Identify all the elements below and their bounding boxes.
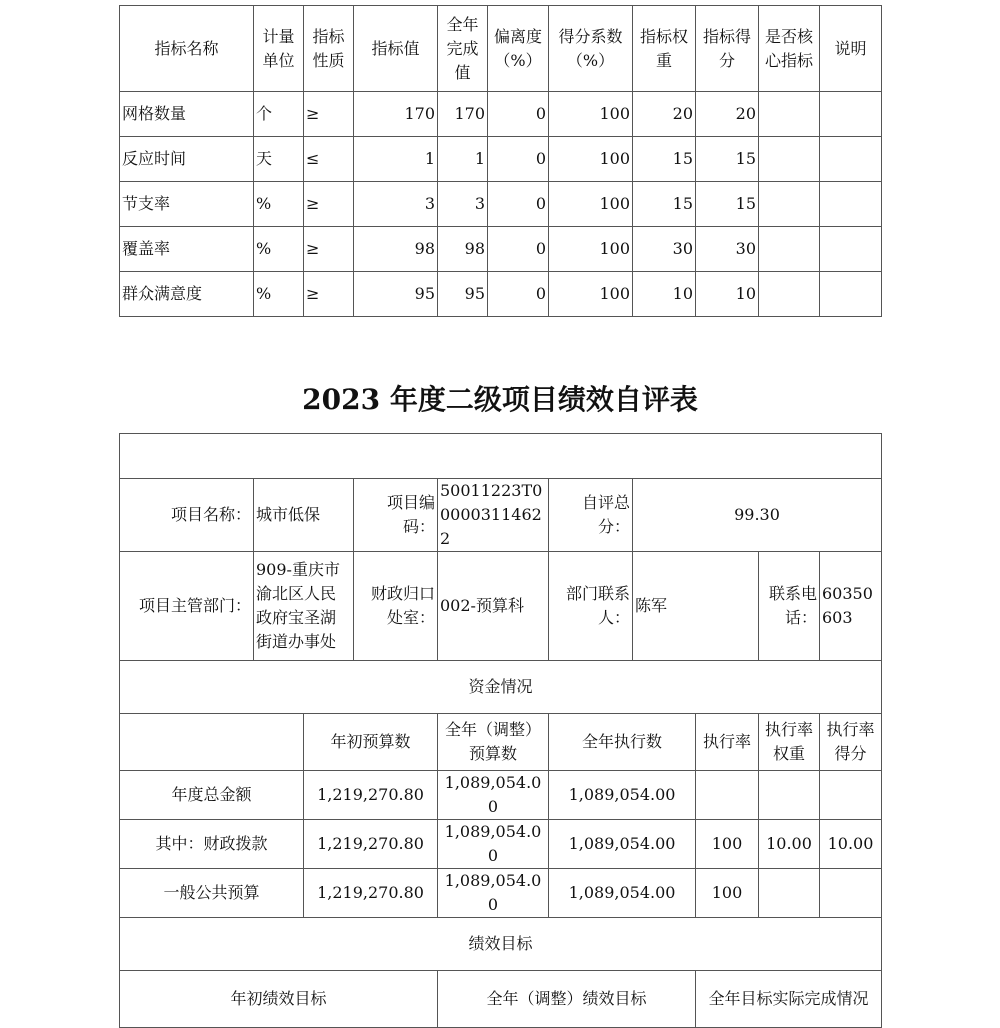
- page-title: 2023 年度二级项目绩效自评表: [302, 383, 698, 416]
- funds-row-rate: [696, 771, 759, 820]
- cell-done: 1: [438, 137, 488, 182]
- funds-row-adjusted: 1,089,054.00: [438, 869, 549, 918]
- cell-core: [759, 272, 820, 317]
- cell-weight: 30: [633, 227, 696, 272]
- funds-row-executed: 1,089,054.00: [549, 771, 696, 820]
- cell-nature: ≥: [304, 227, 354, 272]
- cell-note: [820, 227, 882, 272]
- header-coefficient: 得分系数（%）: [549, 6, 633, 92]
- funds-row-weight: [759, 771, 820, 820]
- project-code: 50011223T000003114622: [438, 479, 549, 552]
- cell-score: 15: [696, 182, 759, 227]
- header-weight: 指标权重: [633, 6, 696, 92]
- goals-header-row: [120, 971, 882, 1028]
- cell-nature: ≥: [304, 272, 354, 317]
- table-row: [120, 771, 882, 820]
- cell-name: 覆盖率: [120, 227, 254, 272]
- funds-row-initial: 1,219,270.80: [304, 820, 438, 869]
- goals-title: 绩效目标: [120, 918, 882, 971]
- cell-coefficient: 100: [549, 182, 633, 227]
- funds-header-row: [120, 714, 882, 771]
- funds-row-initial: 1,219,270.80: [304, 869, 438, 918]
- funds-row-executed: 1,089,054.00: [549, 820, 696, 869]
- cell-nature: ≤: [304, 137, 354, 182]
- contact-label: 部门联系人：: [549, 552, 633, 661]
- phone: 60350603: [820, 552, 882, 661]
- cell-value: 1: [354, 137, 438, 182]
- table-row: [120, 552, 882, 661]
- cell-unit: %: [254, 272, 304, 317]
- goals-header-initial: 年初绩效目标: [120, 971, 438, 1028]
- finance: 002-预算科: [438, 552, 549, 661]
- table-row: [120, 92, 882, 137]
- funds-row-label: 其中：财政拨款: [120, 820, 304, 869]
- indicator-table: [119, 5, 882, 317]
- cell-deviation: 0: [488, 227, 549, 272]
- cell-done: 98: [438, 227, 488, 272]
- funds-header-rate: 执行率: [696, 714, 759, 771]
- project-name-label: 项目名称：: [120, 479, 254, 552]
- funds-row-initial: 1,219,270.80: [304, 771, 438, 820]
- table-row: [120, 918, 882, 971]
- cell-note: [820, 182, 882, 227]
- funds-row-executed: 1,089,054.00: [549, 869, 696, 918]
- funds-row-label: 年度总金额: [120, 771, 304, 820]
- funds-row-score: [820, 771, 882, 820]
- cell-deviation: 0: [488, 182, 549, 227]
- score-total: 99.30: [633, 479, 882, 552]
- table-row: [120, 869, 882, 918]
- contact: 陈军: [633, 552, 759, 661]
- cell-done: 95: [438, 272, 488, 317]
- score-total-label: 自评总分：: [549, 479, 633, 552]
- cell-done: 3: [438, 182, 488, 227]
- header-done: 全年完成值: [438, 6, 488, 92]
- cell-nature: ≥: [304, 92, 354, 137]
- funds-header-blank: [120, 714, 304, 771]
- cell-coefficient: 100: [549, 227, 633, 272]
- cell-name: 节支率: [120, 182, 254, 227]
- funds-row-rate: 100: [696, 869, 759, 918]
- cell-name: 群众满意度: [120, 272, 254, 317]
- funds-row-rate: 100: [696, 820, 759, 869]
- cell-core: [759, 92, 820, 137]
- cell-core: [759, 182, 820, 227]
- cell-coefficient: 100: [549, 92, 633, 137]
- dept-label: 项目主管部门：: [120, 552, 254, 661]
- table-row: [120, 434, 882, 479]
- cell-value: 98: [354, 227, 438, 272]
- blank-row: [120, 434, 882, 479]
- table-row: [120, 227, 882, 272]
- cell-score: 30: [696, 227, 759, 272]
- funds-row-weight: [759, 869, 820, 918]
- cell-name: 网格数量: [120, 92, 254, 137]
- funds-header-executed: 全年执行数: [549, 714, 696, 771]
- cell-note: [820, 137, 882, 182]
- funds-row-score: [820, 869, 882, 918]
- cell-coefficient: 100: [549, 137, 633, 182]
- funds-header-weight: 执行率权重: [759, 714, 820, 771]
- cell-score: 15: [696, 137, 759, 182]
- funds-row-score: 10.00: [820, 820, 882, 869]
- goals-header-actual: 全年目标实际完成情况: [696, 971, 882, 1028]
- funds-header-adjusted: 全年（调整）预算数: [438, 714, 549, 771]
- cell-note: [820, 272, 882, 317]
- cell-unit: %: [254, 227, 304, 272]
- funds-row-weight: 10.00: [759, 820, 820, 869]
- cell-deviation: 0: [488, 92, 549, 137]
- cell-score: 10: [696, 272, 759, 317]
- cell-weight: 20: [633, 92, 696, 137]
- table-row: [120, 820, 882, 869]
- indicator-header-row: [120, 6, 882, 92]
- cell-unit: 个: [254, 92, 304, 137]
- table-row: [120, 182, 882, 227]
- project-name: 城市低保: [254, 479, 354, 552]
- funds-row-adjusted: 1,089,054.00: [438, 771, 549, 820]
- evaluation-table: [119, 433, 882, 1028]
- cell-value: 3: [354, 182, 438, 227]
- funds-row-label: 一般公共预算: [120, 869, 304, 918]
- header-nature: 指标性质: [304, 6, 354, 92]
- table-row: [120, 661, 882, 714]
- cell-core: [759, 137, 820, 182]
- cell-note: [820, 92, 882, 137]
- cell-weight: 15: [633, 137, 696, 182]
- table-row: [120, 137, 882, 182]
- header-core: 是否核心指标: [759, 6, 820, 92]
- cell-value: 95: [354, 272, 438, 317]
- header-score: 指标得分: [696, 6, 759, 92]
- cell-done: 170: [438, 92, 488, 137]
- header-value: 指标值: [354, 6, 438, 92]
- funds-title: 资金情况: [120, 661, 882, 714]
- table-row: [120, 272, 882, 317]
- cell-deviation: 0: [488, 272, 549, 317]
- cell-weight: 10: [633, 272, 696, 317]
- goals-header-adjusted: 全年（调整）绩效目标: [438, 971, 696, 1028]
- finance-label: 财政归口处室：: [354, 552, 438, 661]
- funds-header-initial: 年初预算数: [304, 714, 438, 771]
- cell-unit: 天: [254, 137, 304, 182]
- cell-score: 20: [696, 92, 759, 137]
- cell-weight: 15: [633, 182, 696, 227]
- cell-coefficient: 100: [549, 272, 633, 317]
- project-code-label: 项目编码：: [354, 479, 438, 552]
- cell-unit: %: [254, 182, 304, 227]
- funds-header-score: 执行率得分: [820, 714, 882, 771]
- cell-value: 170: [354, 92, 438, 137]
- cell-core: [759, 227, 820, 272]
- table-row: [120, 479, 882, 552]
- header-note: 说明: [820, 6, 882, 92]
- dept: 909-重庆市渝北区人民政府宝圣湖街道办事处: [254, 552, 354, 661]
- funds-row-adjusted: 1,089,054.00: [438, 820, 549, 869]
- cell-name: 反应时间: [120, 137, 254, 182]
- cell-nature: ≥: [304, 182, 354, 227]
- header-deviation: 偏离度（%）: [488, 6, 549, 92]
- header-unit: 计量单位: [254, 6, 304, 92]
- header-name: 指标名称: [120, 6, 254, 92]
- phone-label: 联系电话：: [759, 552, 820, 661]
- cell-deviation: 0: [488, 137, 549, 182]
